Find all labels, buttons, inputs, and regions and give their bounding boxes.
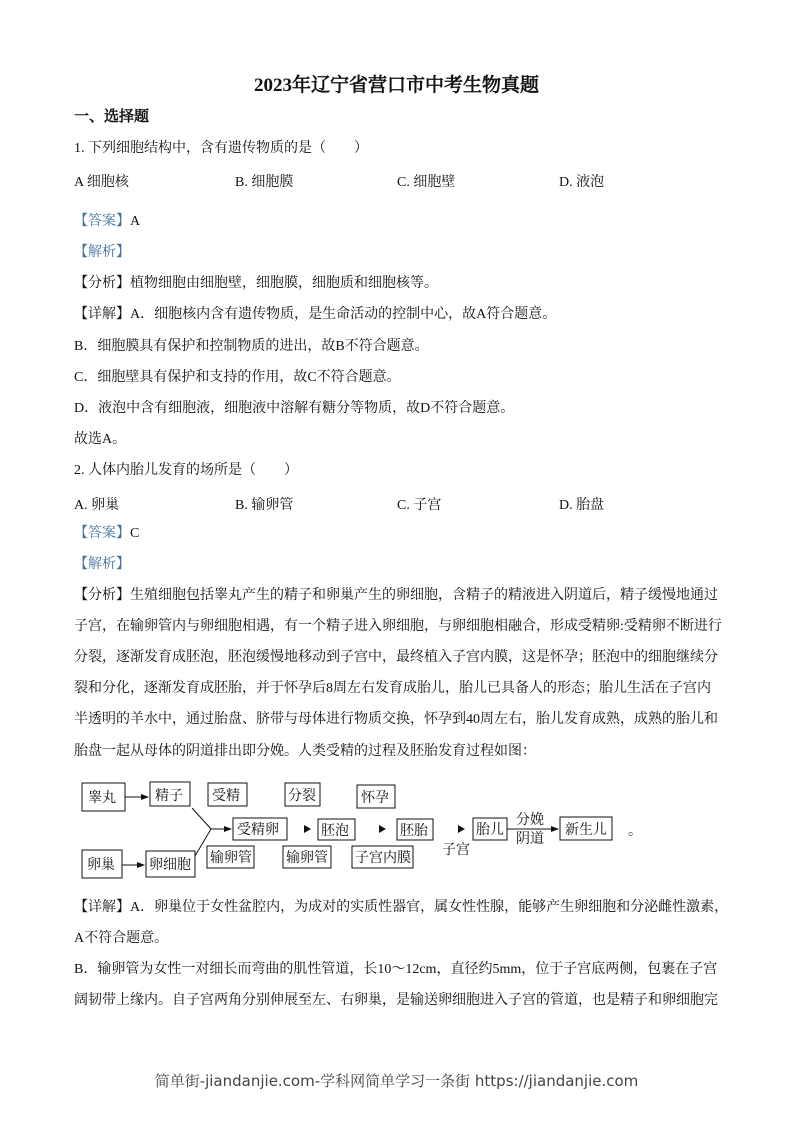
q2-option-a: A. 卵巢 xyxy=(74,498,120,513)
q2-fenxi-line: 分裂，逐渐发育成胚泡，胚泡缓慢地移动到子宫中，最终植入子宫内膜，这是怀孕；胚泡中的细胞继续分 xyxy=(74,650,718,665)
q2-detail-line: A不符合题意。 xyxy=(74,931,169,946)
answer-tag: 【答案】 xyxy=(74,526,130,541)
q2-fenxi-line: 子宫，在输卵管内与卵细胞相遇，有一个精子进入卵细胞，与卵细胞相融合，形成受精卵:受精卵不断进行 xyxy=(74,619,722,634)
diagram-ovary: 卵巢 xyxy=(87,857,115,873)
q2-detail-line: 阔韧带上缘内。自子宫两角分别伸展至左、右卵巢，是输送卵细胞进入子宫的管道，也是精子和卵细胞完 xyxy=(74,993,718,1008)
analysis-tag: 【解析】 xyxy=(74,557,130,572)
diagram-fetus: 胎儿 xyxy=(476,822,504,838)
footer-watermark: 简单街-jiandanjie.com-学科网简单学习一条街 https://jiandanjie.com xyxy=(154,1072,639,1090)
diagram-period: 。 xyxy=(628,823,642,839)
diagram-blastocyst: 胚泡 xyxy=(321,823,349,839)
q1-option-d: D. 液泡 xyxy=(559,175,605,190)
diagram-sperm: 精子 xyxy=(155,788,183,804)
q1-option-a: A 细胞核 xyxy=(74,175,129,190)
diagram-endometrium: 子宫内膜 xyxy=(355,850,411,866)
diagram-egg: 卵细胞 xyxy=(149,857,191,873)
q2-fenxi-line: 半透明的羊水中，通过胎盘、脐带与母体进行物质交换，怀孕到40周左右，胎儿发育成熟，成熟的胎儿和 xyxy=(74,712,718,727)
diagram-oviduct: 输卵管 xyxy=(210,850,252,866)
q2-fenxi-line: 裂和分化，逐渐发育成胚胎，并于怀孕后8周左右发育成胎儿，胎儿已具备人的形态；胎儿生活在子宫内 xyxy=(74,681,711,696)
q2-detail-line xyxy=(74,899,728,917)
fenxi-text: 生殖细胞包括睾丸产生的精子和卵巢产生的卵细胞，含精子的精液进入阴道后，精子缓慢地通过 xyxy=(130,588,718,603)
q2-option-c: C. 子宫 xyxy=(397,498,442,513)
q2-fenxi-line: 胎盘一起从母体的阴道排出即分娩。人类受精的过程及胚胎发育过程如图： xyxy=(74,744,536,759)
detail-text: A．细胞核内含有遗传物质，是生命活动的控制中心，故A符合题意。 xyxy=(130,307,557,322)
diagram-testis: 睾丸 xyxy=(88,790,116,806)
q1-option-b: B. 细胞膜 xyxy=(235,175,294,190)
detail-tag: 【详解】 xyxy=(74,307,130,322)
detail-text: A．卵巢位于女性盆腔内，为成对的实质性器官，属女性性腺，能够产生卵细胞和分泌雌性激素， xyxy=(130,900,729,915)
diagram-uterus: 子宫 xyxy=(442,842,470,858)
page-title: 2023年辽宁省营口市中考生物真题 xyxy=(253,75,539,96)
diagram-oviduct: 输卵管 xyxy=(286,850,328,866)
diagram-fertilization: 受精 xyxy=(212,788,240,804)
fenxi-tag: 【分析】 xyxy=(74,276,130,291)
answer-value: A xyxy=(130,214,141,229)
q2-option-d: D. 胎盘 xyxy=(559,498,605,513)
diagram-embryo: 胚胎 xyxy=(400,823,428,839)
answer-tag: 【答案】 xyxy=(74,214,130,229)
q2-stem: 2. 人体内胎儿发育的场所是（ ） xyxy=(74,463,298,478)
q1-conclusion: 故选A。 xyxy=(74,432,127,447)
q1-line: B．细胞膜具有保护和控制物质的进出，故B不符合题意。 xyxy=(74,339,429,354)
q1-line: C．细胞壁具有保护和支持的作用，故C不符合题意。 xyxy=(74,370,401,385)
fenxi-text: 植物细胞由细胞壁，细胞膜，细胞质和细胞核等。 xyxy=(130,276,438,291)
section-heading: 一、选择题 xyxy=(74,109,150,125)
q1-option-c: C. 细胞壁 xyxy=(397,175,456,190)
diagram-vagina: 阴道 xyxy=(516,831,544,847)
q2-option-b: B. 输卵管 xyxy=(235,498,294,513)
q1-stem: 1. 下列细胞结构中，含有遗传物质的是（ ） xyxy=(74,141,368,156)
diagram-delivery: 分娩 xyxy=(516,812,544,828)
diagram-zygote: 受精卵 xyxy=(237,822,279,838)
q1-line: D．液泡中含有细胞液，细胞液中溶解有糖分等物质，故D不符合题意。 xyxy=(74,401,515,416)
diagram-newborn: 新生儿 xyxy=(565,822,607,838)
answer-value: C xyxy=(130,526,140,541)
q2-detail-line: B．输卵管为女性一对细长而弯曲的肌性管道，长10～12cm，直径约5mm，位于子宫底两侧，包裹在子宫 xyxy=(74,962,718,977)
diagram-pregnancy: 怀孕 xyxy=(361,790,389,806)
analysis-tag: 【解析】 xyxy=(74,245,130,260)
fenxi-tag: 【分析】 xyxy=(74,588,130,603)
diagram-division: 分裂 xyxy=(288,788,316,804)
detail-tag: 【详解】 xyxy=(74,900,130,915)
